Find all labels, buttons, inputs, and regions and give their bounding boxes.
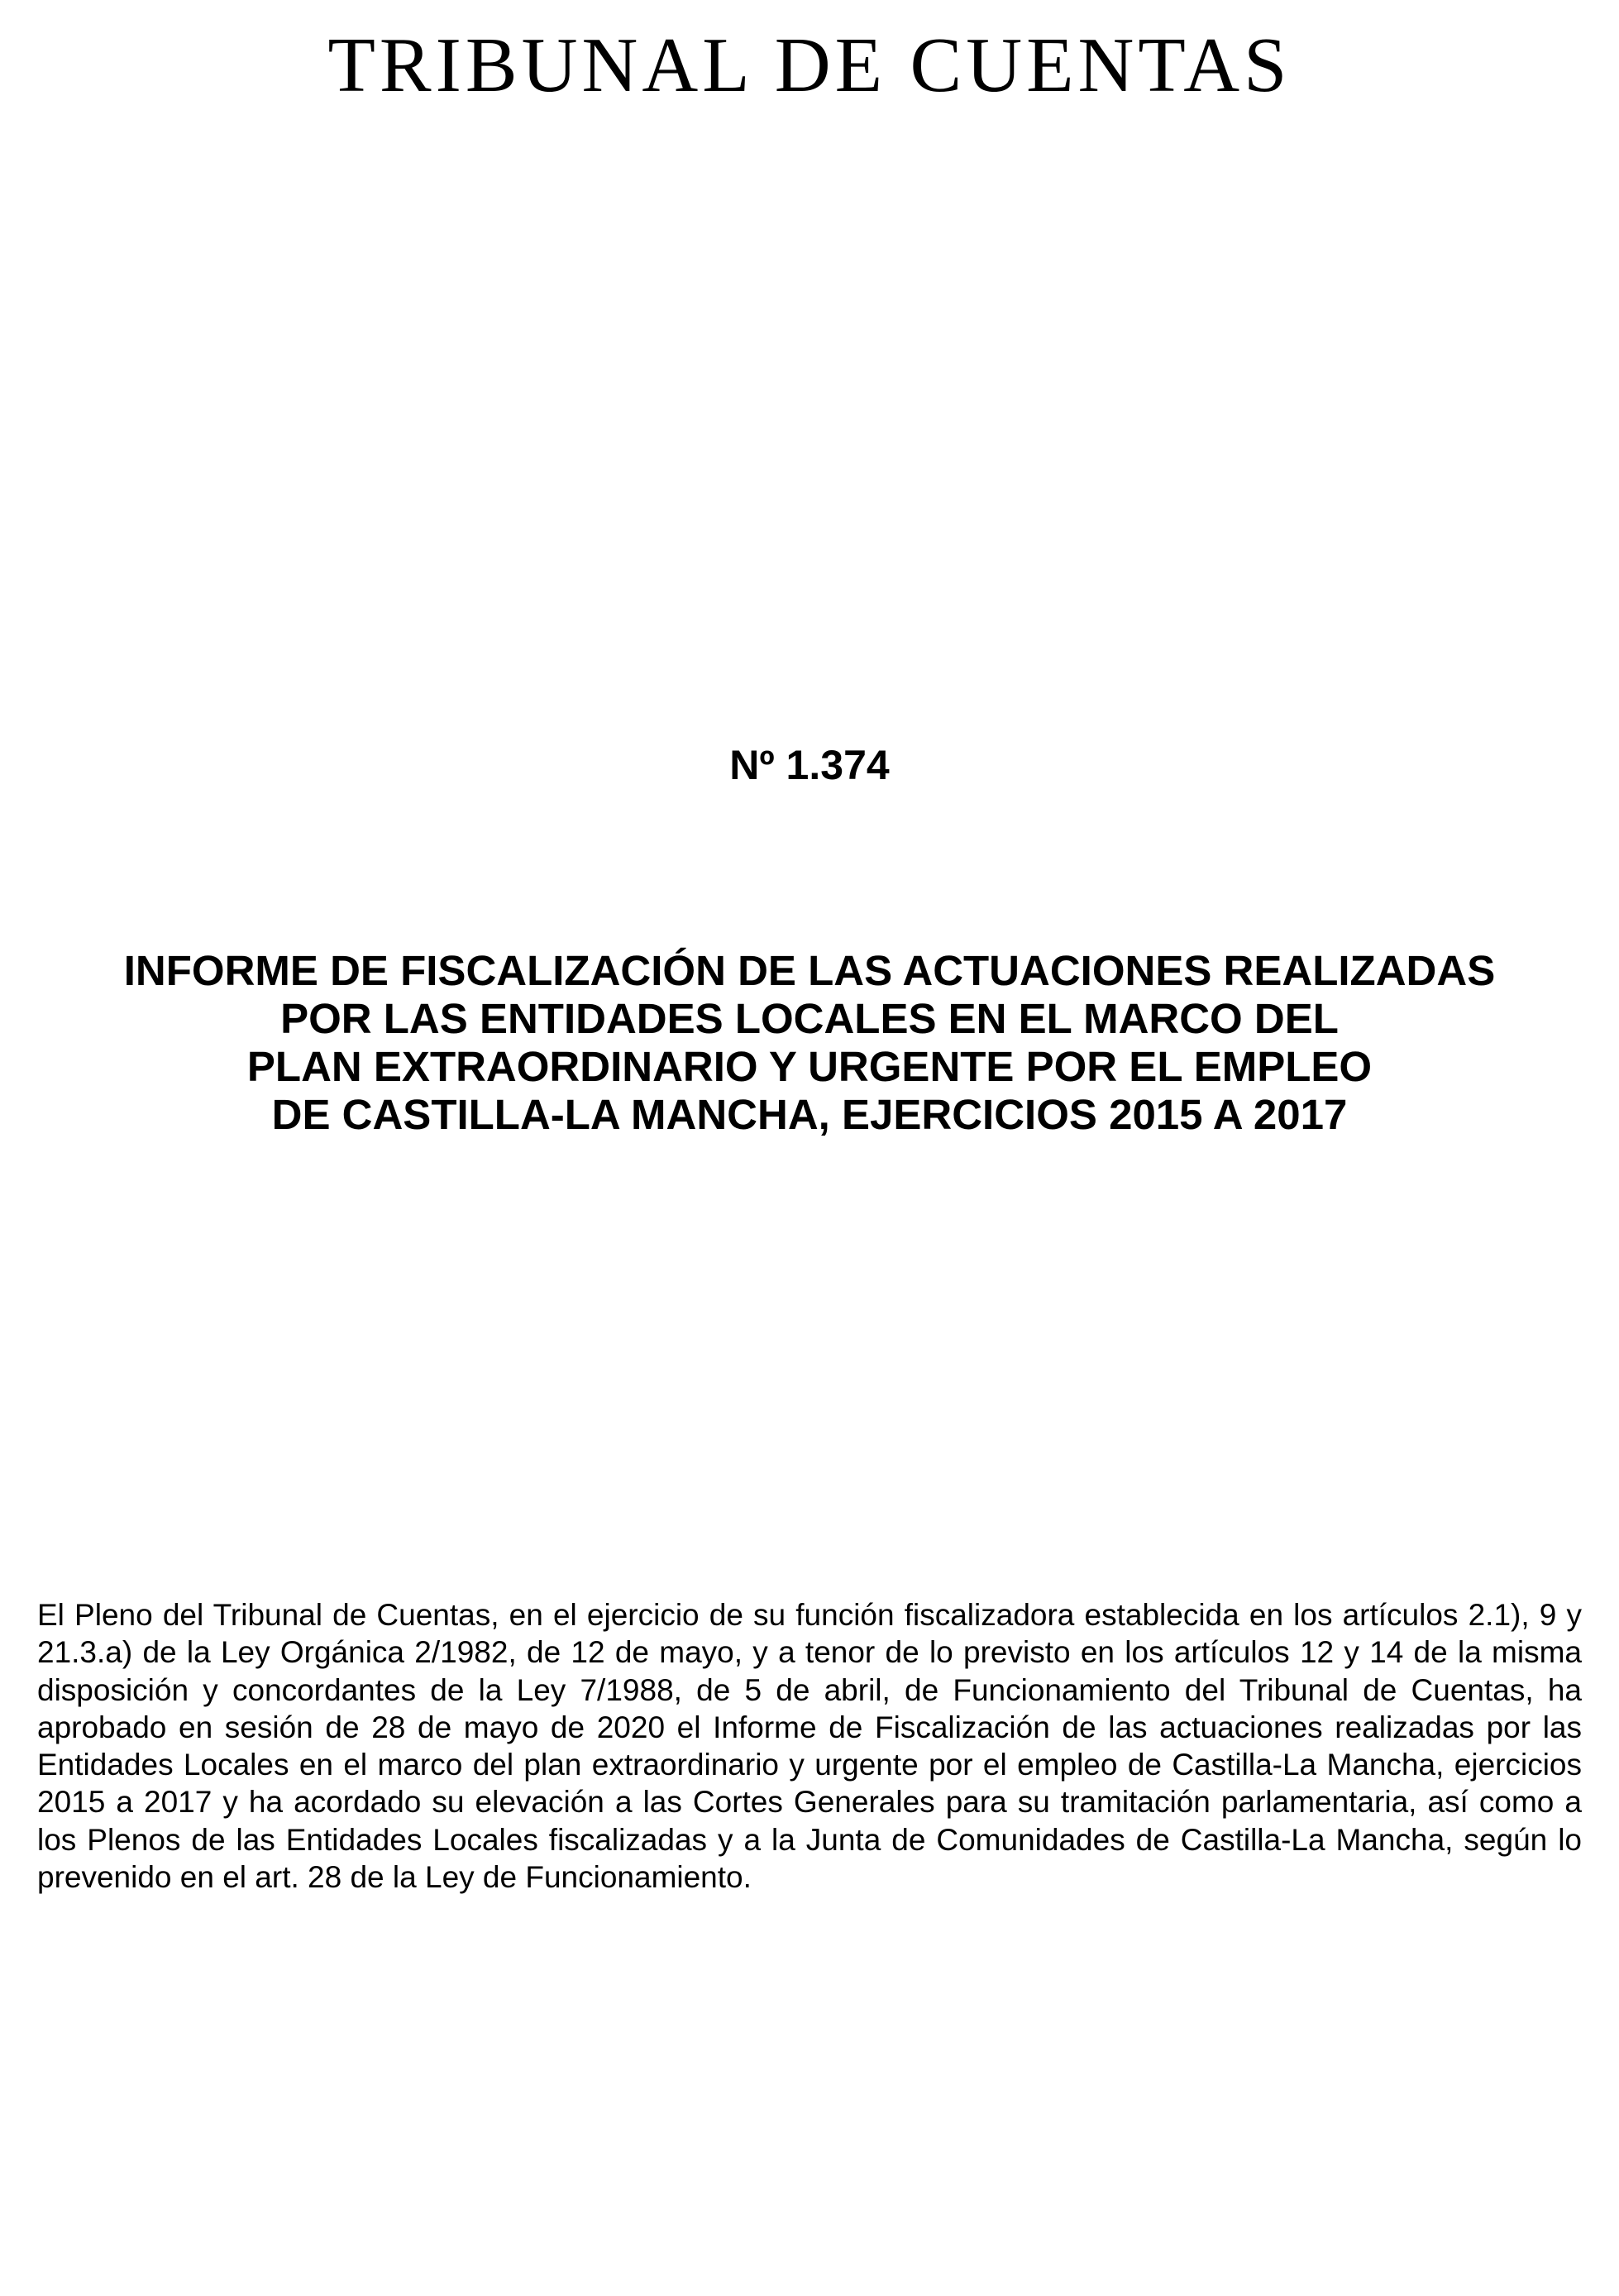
report-title-line: PLAN EXTRAORDINARIO Y URGENTE POR EL EMPLEO — [246, 1043, 1373, 1090]
institution-header: TRIBUNAL DE CUENTAS — [327, 22, 1292, 108]
report-title-line: POR LAS ENTIDADES LOCALES EN EL MARCO DEL — [280, 995, 1339, 1042]
report-number: Nº 1.374 — [729, 742, 890, 788]
approval-paragraph: El Pleno del Tribunal de Cuentas, en el ejercicio de su función fiscalizadora establecida en los artículos 2.1), 9 y 21.3.a) de la Ley Orgánica 2/1982, de 12 de mayo, y a tenor de lo previsto en los artículos 12 y 14 de la misma disposición y concordantes de la Ley 7/1988, de 5 de abril, de Funcionamiento del Tribunal de Cuentas, ha aprobado en sesión de 28 de mayo de 2020 el Informe de Fiscalización de las actuaciones realizadas por las Entidades Locales en el marco del plan extraordinario y urgente por el empleo de Castilla-La Mancha, ejercicios 2015 a 2017 y ha acordado su elevación a las Cortes Generales para su tramitación parlamentaria, así como a los Plenos de las Entidades Locales fiscalizadas y a la Junta de Comunidades de Castilla-La Mancha, según lo prevenido en el art. 28 de la Ley de Funcionamiento. — [37, 1598, 1582, 1895]
report-title-line: DE CASTILLA-LA MANCHA, EJERCICIOS 2015 A 2017 — [271, 1091, 1348, 1138]
report-title-line: INFORME DE FISCALIZACIÓN DE LAS ACTUACIONES REALIZADAS — [123, 947, 1496, 994]
report-title — [0, 947, 1619, 1139]
